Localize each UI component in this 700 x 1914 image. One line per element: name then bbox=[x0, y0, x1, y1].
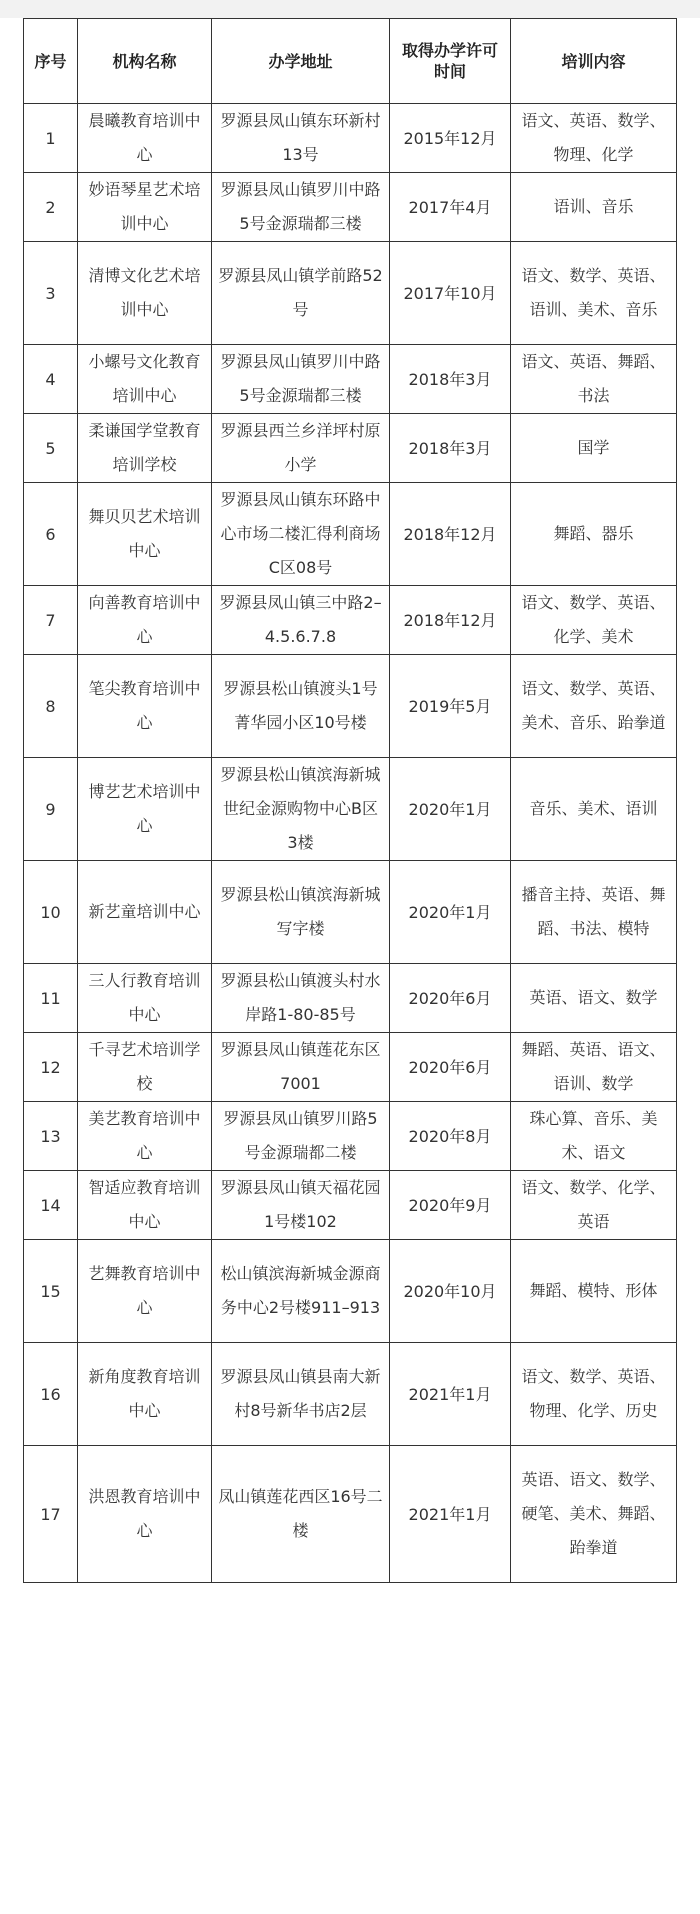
cell-address: 罗源县凤山镇学前路52号 bbox=[212, 242, 390, 345]
cell-content: 语文、数学、英语、美术、音乐、跆拳道 bbox=[511, 655, 677, 758]
cell-address: 罗源县凤山镇东环路中心市场二楼汇得利商场C区08号 bbox=[212, 483, 390, 586]
cell-address: 罗源县松山镇渡头1号菁华园小区10号楼 bbox=[212, 655, 390, 758]
cell-license-date: 2020年6月 bbox=[390, 964, 511, 1033]
header-license-date: 取得办学许可时间 bbox=[390, 19, 511, 104]
header-content: 培训内容 bbox=[511, 19, 677, 104]
table-row bbox=[24, 1171, 677, 1240]
table-container bbox=[23, 18, 677, 1583]
cell-content: 音乐、美术、语训 bbox=[511, 758, 677, 861]
cell-name: 智适应教育培训中心 bbox=[78, 1171, 212, 1240]
cell-content: 语训、音乐 bbox=[511, 173, 677, 242]
cell-content: 珠心算、音乐、美术、语文 bbox=[511, 1102, 677, 1171]
cell-content: 国学 bbox=[511, 414, 677, 483]
cell-address: 罗源县凤山镇罗川路5号金源瑞都二楼 bbox=[212, 1102, 390, 1171]
cell-address: 罗源县西兰乡洋坪村原小学 bbox=[212, 414, 390, 483]
table-row bbox=[24, 414, 677, 483]
cell-index: 1 bbox=[24, 104, 78, 173]
cell-address: 罗源县凤山镇天福花园1号楼102 bbox=[212, 1171, 390, 1240]
cell-name: 晨曦教育培训中心 bbox=[78, 104, 212, 173]
header-name: 机构名称 bbox=[78, 19, 212, 104]
cell-index: 7 bbox=[24, 586, 78, 655]
header-row bbox=[24, 19, 677, 104]
cell-index: 13 bbox=[24, 1102, 78, 1171]
header-index: 序号 bbox=[24, 19, 78, 104]
cell-license-date: 2020年8月 bbox=[390, 1102, 511, 1171]
cell-name: 小螺号文化教育培训中心 bbox=[78, 345, 212, 414]
cell-license-date: 2015年12月 bbox=[390, 104, 511, 173]
table-row bbox=[24, 483, 677, 586]
cell-address: 罗源县凤山镇罗川中路5号金源瑞都三楼 bbox=[212, 345, 390, 414]
table-row bbox=[24, 1033, 677, 1102]
cell-license-date: 2020年10月 bbox=[390, 1240, 511, 1343]
table-row bbox=[24, 655, 677, 758]
cell-address: 罗源县松山镇滨海新城写字楼 bbox=[212, 861, 390, 964]
cell-index: 11 bbox=[24, 964, 78, 1033]
cell-content: 语文、英语、舞蹈、书法 bbox=[511, 345, 677, 414]
top-bar bbox=[0, 0, 700, 18]
cell-index: 17 bbox=[24, 1446, 78, 1583]
cell-index: 5 bbox=[24, 414, 78, 483]
cell-index: 12 bbox=[24, 1033, 78, 1102]
cell-license-date: 2018年3月 bbox=[390, 414, 511, 483]
cell-license-date: 2018年12月 bbox=[390, 483, 511, 586]
cell-address: 罗源县凤山镇三中路2–4.5.6.7.8 bbox=[212, 586, 390, 655]
table-row bbox=[24, 1240, 677, 1343]
cell-address: 罗源县凤山镇莲花东区7001 bbox=[212, 1033, 390, 1102]
table-row bbox=[24, 861, 677, 964]
cell-content: 播音主持、英语、舞蹈、书法、模特 bbox=[511, 861, 677, 964]
cell-name: 美艺教育培训中心 bbox=[78, 1102, 212, 1171]
table-row bbox=[24, 1343, 677, 1446]
cell-index: 14 bbox=[24, 1171, 78, 1240]
cell-content: 语文、数学、英语、语训、美术、音乐 bbox=[511, 242, 677, 345]
table-row bbox=[24, 173, 677, 242]
header-address: 办学地址 bbox=[212, 19, 390, 104]
table-row bbox=[24, 758, 677, 861]
cell-index: 9 bbox=[24, 758, 78, 861]
cell-name: 博艺艺术培训中心 bbox=[78, 758, 212, 861]
cell-index: 15 bbox=[24, 1240, 78, 1343]
cell-address: 凤山镇莲花西区16号二楼 bbox=[212, 1446, 390, 1583]
cell-name: 向善教育培训中心 bbox=[78, 586, 212, 655]
cell-content: 舞蹈、器乐 bbox=[511, 483, 677, 586]
cell-content: 语文、英语、数学、物理、化学 bbox=[511, 104, 677, 173]
cell-index: 3 bbox=[24, 242, 78, 345]
cell-name: 千寻艺术培训学校 bbox=[78, 1033, 212, 1102]
table-row bbox=[24, 345, 677, 414]
cell-address: 罗源县凤山镇罗川中路5号金源瑞都三楼 bbox=[212, 173, 390, 242]
table-row bbox=[24, 964, 677, 1033]
table-row bbox=[24, 242, 677, 345]
cell-license-date: 2017年10月 bbox=[390, 242, 511, 345]
training-institutions-table bbox=[23, 18, 677, 1583]
cell-license-date: 2018年3月 bbox=[390, 345, 511, 414]
table-row bbox=[24, 586, 677, 655]
cell-name: 柔谦国学堂教育培训学校 bbox=[78, 414, 212, 483]
cell-content: 语文、数学、英语、化学、美术 bbox=[511, 586, 677, 655]
cell-license-date: 2020年9月 bbox=[390, 1171, 511, 1240]
cell-index: 2 bbox=[24, 173, 78, 242]
cell-license-date: 2019年5月 bbox=[390, 655, 511, 758]
cell-address: 罗源县凤山镇县南大新村8号新华书店2层 bbox=[212, 1343, 390, 1446]
cell-name: 新角度教育培训中心 bbox=[78, 1343, 212, 1446]
cell-license-date: 2020年1月 bbox=[390, 758, 511, 861]
cell-name: 艺舞教育培训中心 bbox=[78, 1240, 212, 1343]
cell-name: 清博文化艺术培训中心 bbox=[78, 242, 212, 345]
cell-name: 笔尖教育培训中心 bbox=[78, 655, 212, 758]
cell-content: 英语、语文、数学 bbox=[511, 964, 677, 1033]
cell-index: 8 bbox=[24, 655, 78, 758]
cell-name: 三人行教育培训中心 bbox=[78, 964, 212, 1033]
cell-index: 10 bbox=[24, 861, 78, 964]
table-row bbox=[24, 1102, 677, 1171]
cell-content: 舞蹈、模特、形体 bbox=[511, 1240, 677, 1343]
cell-address: 罗源县松山镇滨海新城世纪金源购物中心B区3楼 bbox=[212, 758, 390, 861]
cell-license-date: 2020年6月 bbox=[390, 1033, 511, 1102]
cell-content: 语文、数学、化学、英语 bbox=[511, 1171, 677, 1240]
cell-name: 洪恩教育培训中心 bbox=[78, 1446, 212, 1583]
cell-address: 罗源县松山镇渡头村水岸路1-80-85号 bbox=[212, 964, 390, 1033]
table-row bbox=[24, 1446, 677, 1583]
cell-index: 16 bbox=[24, 1343, 78, 1446]
cell-content: 舞蹈、英语、语文、语训、数学 bbox=[511, 1033, 677, 1102]
cell-license-date: 2021年1月 bbox=[390, 1343, 511, 1446]
cell-index: 4 bbox=[24, 345, 78, 414]
cell-name: 新艺童培训中心 bbox=[78, 861, 212, 964]
cell-address: 罗源县凤山镇东环新村13号 bbox=[212, 104, 390, 173]
cell-name: 舞贝贝艺术培训中心 bbox=[78, 483, 212, 586]
table-row bbox=[24, 104, 677, 173]
cell-license-date: 2020年1月 bbox=[390, 861, 511, 964]
cell-index: 6 bbox=[24, 483, 78, 586]
cell-content: 英语、语文、数学、硬笔、美术、舞蹈、跆拳道 bbox=[511, 1446, 677, 1583]
cell-license-date: 2021年1月 bbox=[390, 1446, 511, 1583]
cell-license-date: 2017年4月 bbox=[390, 173, 511, 242]
table-body bbox=[24, 104, 677, 1583]
cell-address: 松山镇滨海新城金源商务中心2号楼911–913 bbox=[212, 1240, 390, 1343]
cell-content: 语文、数学、英语、物理、化学、历史 bbox=[511, 1343, 677, 1446]
cell-license-date: 2018年12月 bbox=[390, 586, 511, 655]
cell-name: 妙语琴星艺术培训中心 bbox=[78, 173, 212, 242]
